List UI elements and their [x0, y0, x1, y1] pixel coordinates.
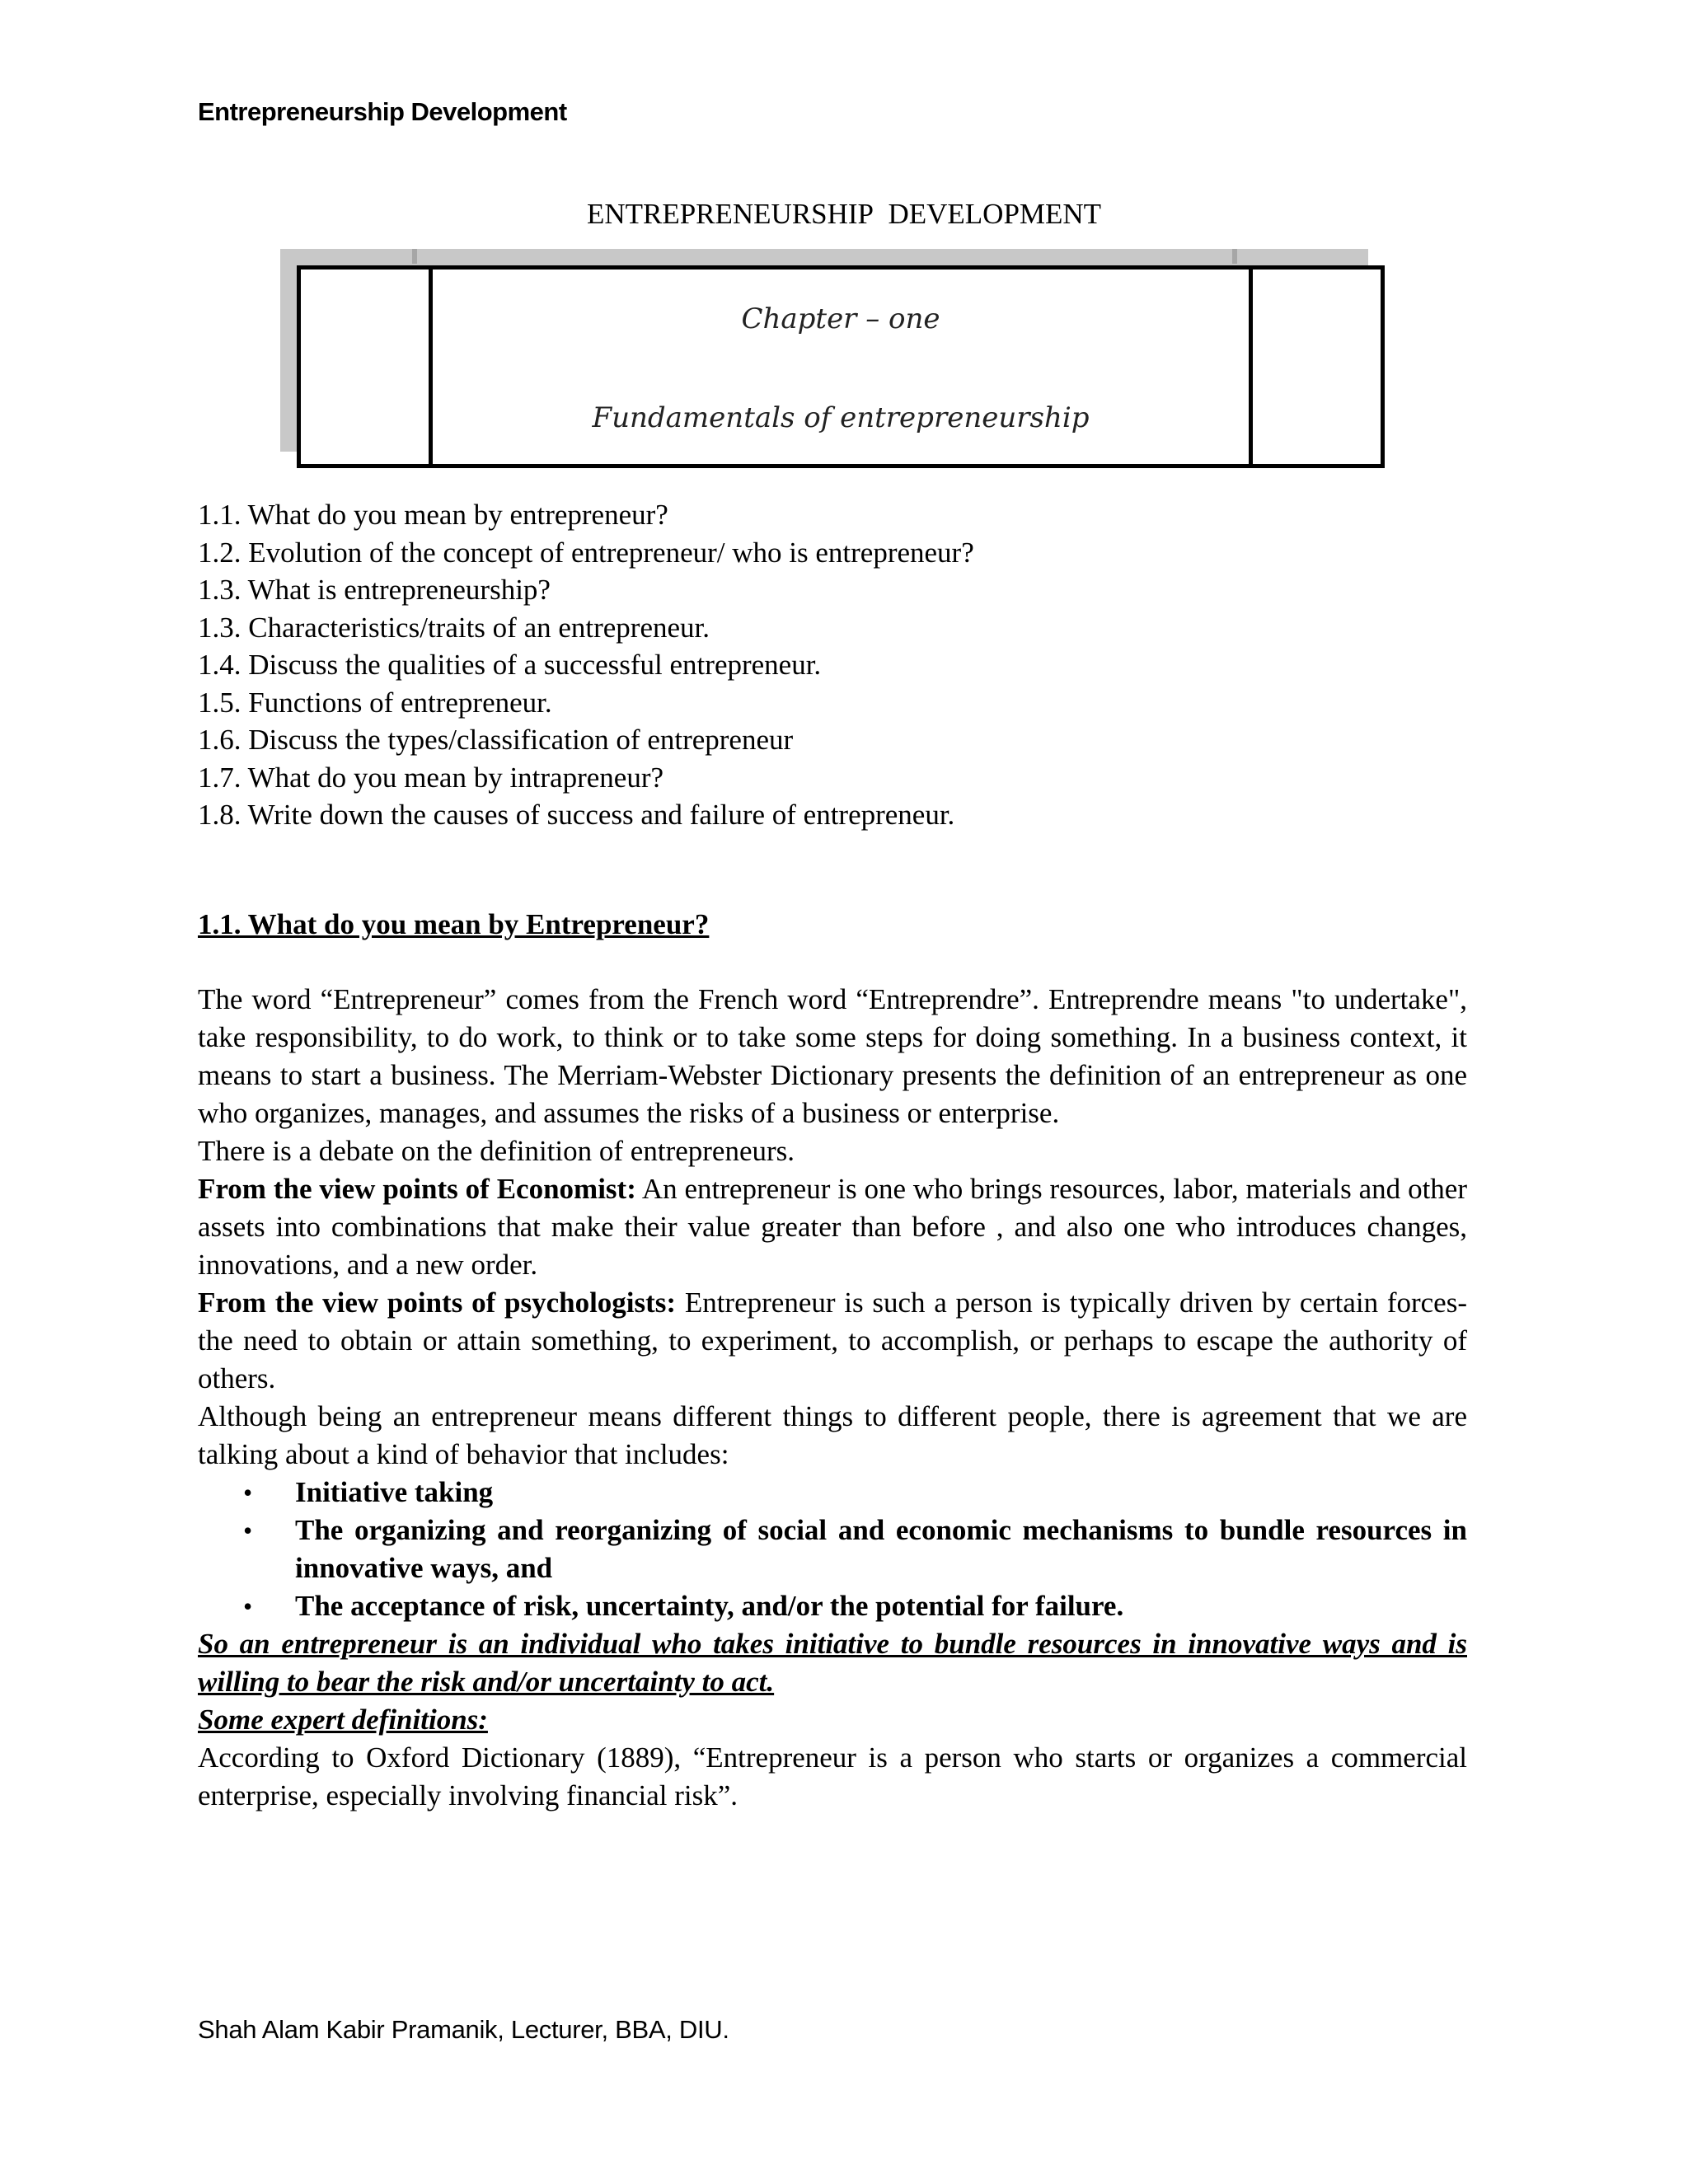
list-item — [198, 1587, 1467, 1625]
toc-item: 1.8. Write down the causes of success and failure of entrepreneur. — [198, 799, 955, 831]
section-heading: 1.1. What do you mean by Entrepreneur? — [198, 908, 710, 940]
economist-paragraph — [198, 1170, 1467, 1284]
agreement-paragraph: Although being an entrepreneur means different things to different people, there is agreement that we are talking about a kind of behavior that includes: — [198, 1400, 1467, 1470]
economist-label: From the view points of Economist: — [198, 1173, 636, 1205]
list-item — [198, 1511, 1467, 1587]
economist-text: An entrepreneur is one who brings resources, labor, materials and other assets into combinations that make their value greater than before , and also one who introduces changes, innovations, and a new order. — [198, 1173, 1467, 1281]
chapter-box — [297, 265, 1385, 468]
toc-item: 1.7. What do you mean by intrapreneur? — [198, 761, 664, 794]
document-title: ENTREPRENEURSHIP DEVELOPMENT — [586, 198, 1102, 230]
debate-paragraph: There is a debate on the definition of entrepreneurs. — [198, 1135, 795, 1167]
running-header: Entrepreneurship Development — [198, 97, 567, 126]
list-item-text: The acceptance of risk, uncertainty, and/or the potential for failure. — [295, 1590, 1124, 1622]
chapter-number: Chapter – one — [741, 302, 940, 335]
bullet-icon: • — [243, 1516, 253, 1545]
running-footer: Shah Alam Kabir Pramanik, Lecturer, BBA, DIU. — [198, 2015, 729, 2044]
chapter-box-divider-right — [1249, 269, 1253, 464]
table-of-contents — [198, 496, 974, 834]
bullet-icon: • — [243, 1478, 253, 1507]
chapter-name: Fundamentals of entrepreneurship — [592, 401, 1090, 434]
toc-item: 1.6. Discuss the types/classification of entrepreneur — [198, 724, 794, 756]
toc-item: 1.1. What do you mean by entrepreneur? — [198, 499, 668, 531]
toc-item: 1.3. What is entrepreneurship? — [198, 574, 551, 606]
chapter-box-divider-left — [429, 269, 433, 464]
section-body — [198, 981, 1467, 1815]
toc-item: 1.4. Discuss the qualities of a successful entrepreneur. — [198, 649, 822, 681]
list-item-text: Initiative taking — [295, 1476, 494, 1508]
conclusion-statement: So an entrepreneur is an individual who takes initiative to bundle resources in innovative ways and is willing to bear the risk and/or uncertainty to act. — [198, 1628, 1467, 1698]
toc-item: 1.5. Functions of entrepreneur. — [198, 686, 552, 719]
list-item-text: The organizing and reorganizing of social and economic mechanisms to bundle resources in innovative ways, and — [295, 1514, 1467, 1584]
psychologists-paragraph — [198, 1284, 1467, 1398]
toc-item: 1.2. Evolution of the concept of entrepreneur/ who is entrepreneur? — [198, 536, 974, 569]
oxford-definition: According to Oxford Dictionary (1889), “Entrepreneur is a person who starts or organizes a commercial enterprise, especially involving financial risk”. — [198, 1741, 1467, 1811]
toc-item: 1.3. Characteristics/traits of an entrepreneur. — [198, 611, 710, 644]
intro-paragraph: The word “Entrepreneur” comes from the French word “Entreprendre”. Entreprendre means "to undertake", take responsibility, to do work, to think or to take some steps for doing something. In a business context, it means to start a business. The Merriam-Webster Dictionary presents the definition of an entrepreneur as one who organizes, manages, and assumes the risks of a business or enterprise. — [198, 983, 1467, 1129]
behavior-list — [198, 1474, 1467, 1625]
psychologists-text: Entrepreneur is such a person is typically driven by certain forces- the need to obtain or attain something, to experiment, to accomplish, or perhaps to escape the authority of others. — [198, 1286, 1467, 1394]
shadow-divider-right — [1232, 249, 1237, 264]
bullet-icon: • — [243, 1591, 253, 1621]
shadow-divider-left — [412, 249, 417, 264]
psychologists-label: From the view points of psychologists: — [198, 1286, 677, 1319]
list-item — [198, 1474, 1467, 1511]
expert-definitions-heading: Some expert definitions: — [198, 1704, 488, 1736]
